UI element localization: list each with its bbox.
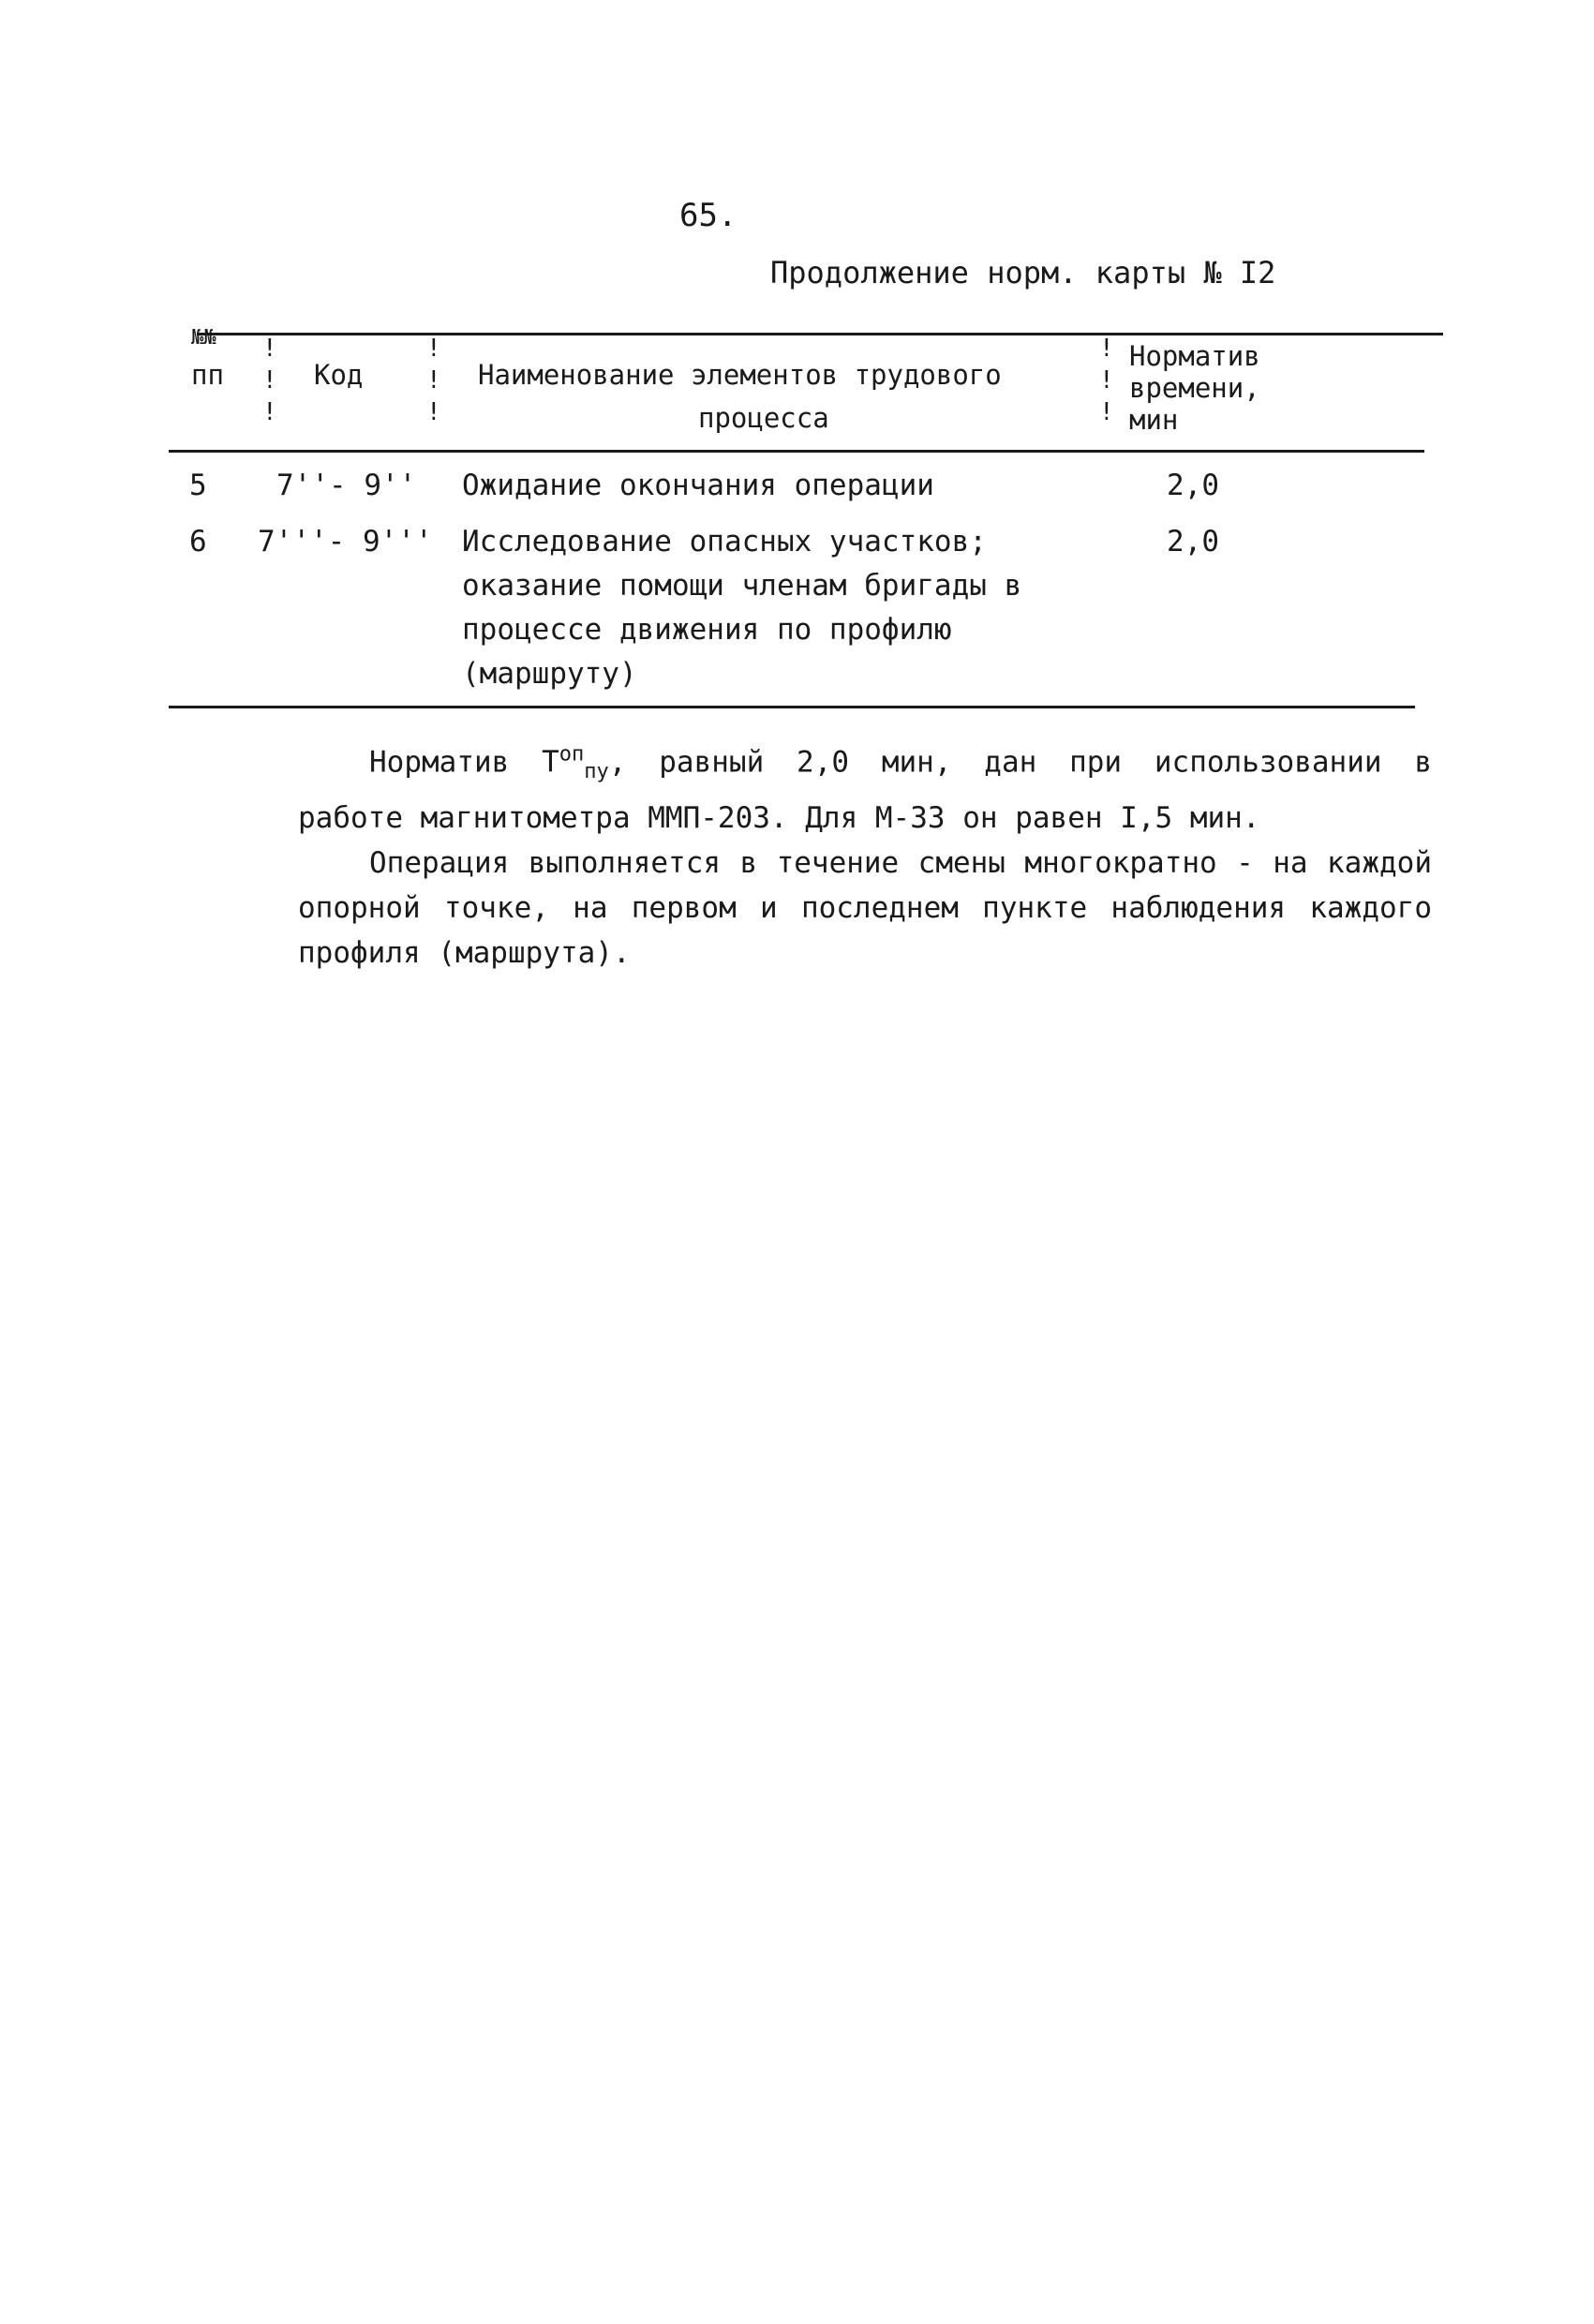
row-norm: 2,0 <box>1167 469 1219 502</box>
row-description: Ожидание окончания операции <box>462 469 934 502</box>
note-text: , равный 2,0 мин, дан при использовании в работе магнитометра ММП-203. Для М-33 он равен I,5 мин. <box>298 745 1432 835</box>
row-description-line: процессе движения по профилю <box>462 613 952 647</box>
table-top-rule <box>197 333 1443 335</box>
header-name-line2: процесса <box>698 402 829 434</box>
header-separator: ! ! ! <box>426 335 441 426</box>
row-norm: 2,0 <box>1167 525 1219 559</box>
row-description-line: оказание помощи членам бригады в <box>462 569 1022 603</box>
row-number: 5 <box>189 469 207 502</box>
table-header-rule <box>169 450 1424 453</box>
header-code: Код <box>314 359 364 391</box>
header-num-top: №№ <box>191 326 216 350</box>
row-description-line: (маршруту) <box>462 657 637 691</box>
continuation-heading: Продолжение норм. карты № I2 <box>770 255 1276 290</box>
notes <box>298 733 1432 976</box>
header-name-line1: Наименование элементов трудового <box>478 359 1002 391</box>
note-paragraph: Операция выполняется в течение смены многократно - на каждой опорной точке, на первом и последнем пункте наблюдения каждого профиля (маршрута). <box>298 845 1432 970</box>
header-norm-line2: времени, <box>1129 372 1260 404</box>
table-bottom-rule <box>169 706 1415 708</box>
header-norm-line3: мин <box>1129 404 1179 436</box>
row-description-line: Исследование опасных участков; <box>462 525 987 559</box>
note-text: Норматив <box>369 745 543 780</box>
row-code: 7'''- 9''' <box>258 525 433 559</box>
header-norm-line1: Норматив <box>1129 340 1260 372</box>
note-paragraph <box>298 733 1432 841</box>
row-number: 6 <box>189 525 207 559</box>
header-num: пп <box>191 359 224 391</box>
header-separator: ! ! ! <box>262 335 277 426</box>
row-code: 7''- 9'' <box>276 469 417 502</box>
header-separator: ! ! ! <box>1099 335 1114 426</box>
page-number: 65. <box>679 197 737 234</box>
time-norm-symbol: $T^{оп}_{пу}$ <box>542 743 609 784</box>
